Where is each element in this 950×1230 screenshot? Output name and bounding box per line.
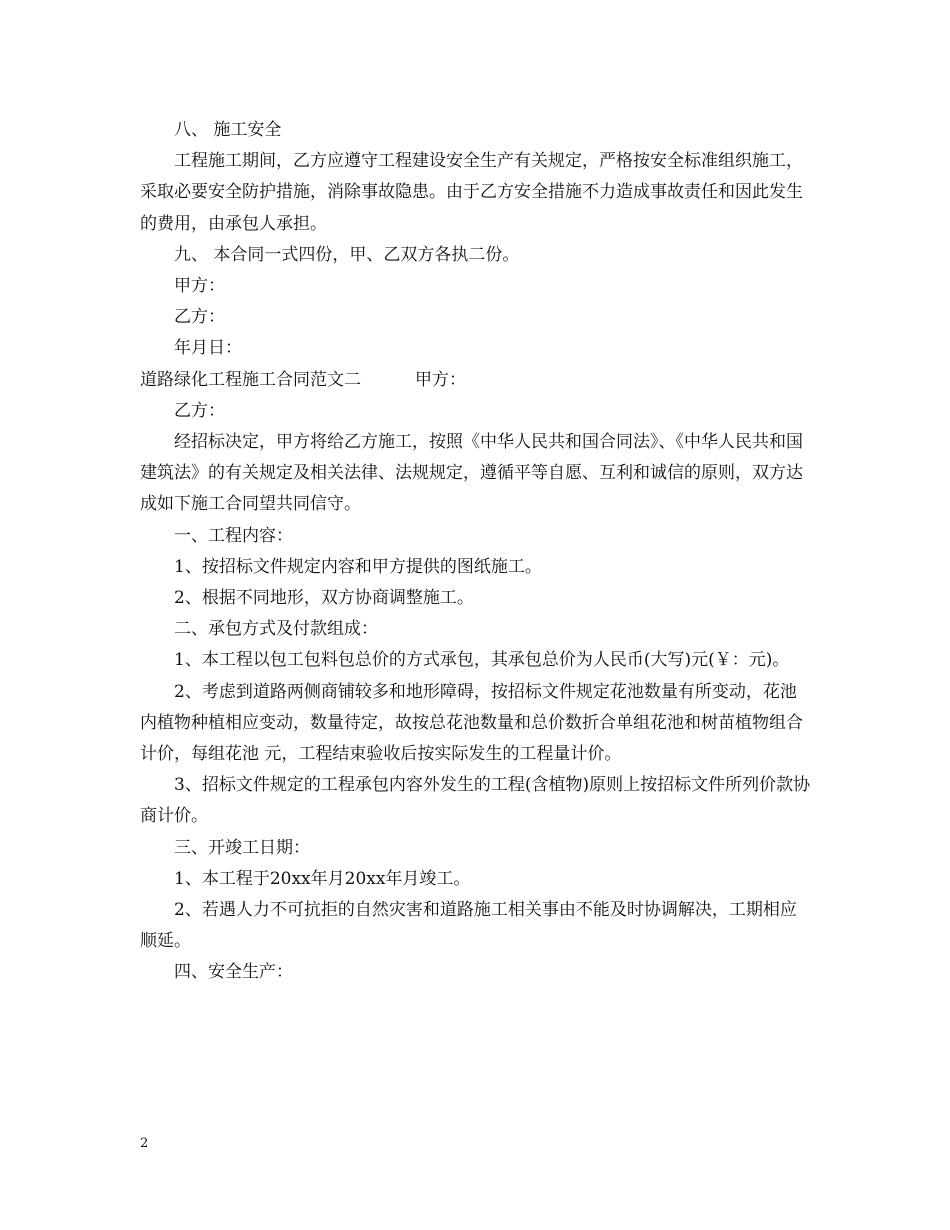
contract-title: 道路绿化工程施工合同范文二 (140, 369, 361, 390)
section-heading-project-content: 一、工程内容： (174, 525, 293, 546)
clause-3-2: 2、若遇人力不可抗拒的自然灾害和道路施工相关事由不能及时协调解决，工期相应顺延。 (140, 900, 797, 952)
clause-3-1: 1、本工程于20xx年月20xx年月竣工。 (174, 868, 471, 889)
party-a-label-second: 甲方： (415, 369, 466, 390)
page-number: 2 (140, 1136, 149, 1151)
clause-2-2: 2、考虑到道路两侧商铺较多和地形障碍，按招标文件规定花池数量有所变动，花池内植物种植相应变动，数量待定，故按总花池数量和总价数折合单组花池和树苗植物组合计价，每组花池 元，工程结束验收后按实际发生的工程量计价。 (140, 681, 803, 765)
date-label: 年月日： (174, 338, 242, 359)
party-b-label: 乙方： (174, 307, 225, 328)
clause-2-3: 3、招标文件规定的工程承包内容外发生的工程(含植物)原则上按招标文件所列价款协商计价。 (140, 775, 811, 827)
section-heading-dates: 三、开竣工日期： (174, 837, 310, 858)
clause-2-1: 1、本工程以包工包料包总价的方式承包，其承包总价为人民币(大写)元(￥：元)。 (174, 650, 790, 671)
paragraph-preamble: 经招标决定，甲方将给乙方施工，按照《中华人民共和国合同法》、《中华人民共和国建筑法》的有关规定及相关法律、法规规定，遵循平等自愿、互利和诚信的原则，双方达成如下施工合同望共同信守。 (140, 432, 803, 515)
section-heading-safe-production: 四、安全生产： (174, 962, 293, 983)
section-heading-safety: 八、 施工安全 (174, 120, 282, 140)
party-b-label-second: 乙方： (174, 400, 225, 421)
paragraph-safety-terms: 工程施工期间，乙方应遵守工程建设安全生产有关规定，严格按安全标准组织施工，采取必要安全防护措施，消除事故隐患。由于乙方安全措施不力造成事故责任和因此发生的费用，由承包人承担。 (140, 151, 803, 234)
section-heading-contract-payment: 二、承包方式及付款组成： (174, 619, 378, 640)
clause-1-2: 2、根据不同地形，双方协商调整施工。 (174, 588, 474, 609)
contract-title-line (140, 365, 812, 396)
party-a-label: 甲方： (174, 276, 225, 297)
section-heading-copies: 九、 本合同一式四份，甲、乙双方各执二份。 (174, 244, 520, 265)
clause-1-1: 1、按招标文件规定内容和甲方提供的图纸施工。 (174, 556, 542, 577)
document-body (140, 115, 812, 989)
